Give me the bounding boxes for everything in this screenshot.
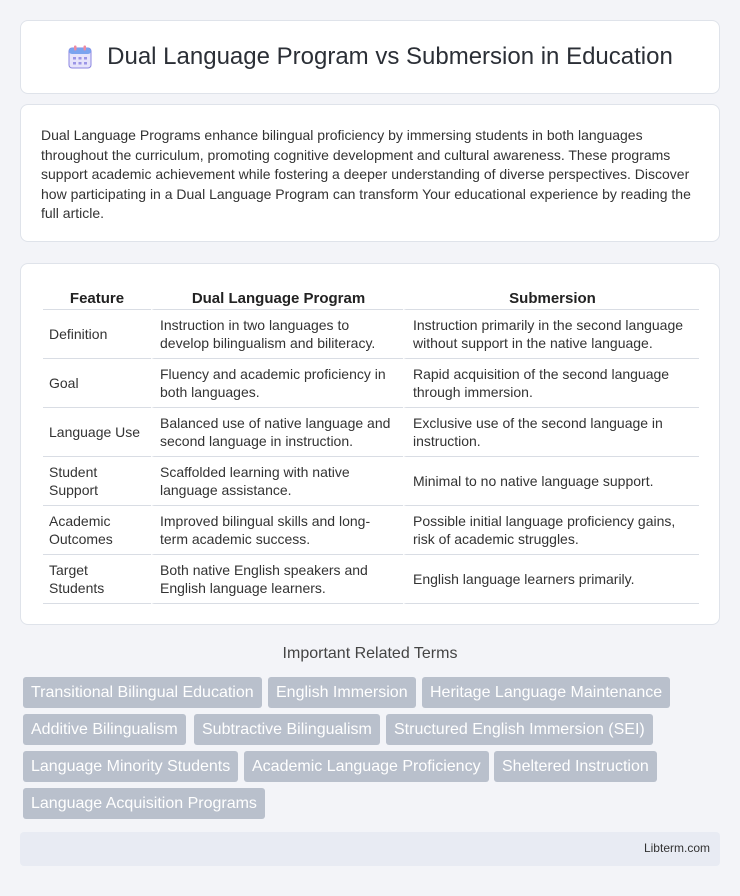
header-feature: Feature: [43, 286, 151, 310]
feature-cell: Student Support: [43, 457, 151, 506]
feature-cell: Language Use: [43, 408, 151, 457]
table-row: [43, 408, 699, 457]
related-term-tag[interactable]: English Immersion: [268, 677, 416, 708]
submersion-cell: Instruction primarily in the second language without support in the native language.: [403, 310, 699, 359]
dual-language-cell: Balanced use of native language and second language in instruction.: [151, 408, 403, 457]
submersion-cell: Minimal to no native language support.: [403, 457, 699, 506]
related-term-tag[interactable]: Structured English Immersion (SEI): [386, 714, 653, 745]
footer-site-link[interactable]: Libterm.com: [643, 841, 710, 855]
header-dual-language: Dual Language Program: [151, 286, 403, 310]
title-card: [20, 20, 720, 94]
intro-text: Dual Language Programs enhance bilingual proficiency by immersing students in both languages throughout the curriculum, promoting cognitive development and cultural awareness. These programs support academic achievement while fostering a deeper understanding of diverse perspectives. Discover how participating in a Dual Language Program can transform Your educational experience by reading the full article.: [41, 127, 691, 221]
table-row: [43, 506, 699, 555]
related-term-tag[interactable]: Language Acquisition Programs: [23, 788, 265, 819]
comparison-table-card: [20, 263, 720, 625]
submersion-cell: Rapid acquisition of the second language through immersion.: [403, 359, 699, 408]
feature-cell: Target Students: [43, 555, 151, 604]
table-row: [43, 457, 699, 506]
table-row: [43, 359, 699, 408]
dual-language-cell: Scaffolded learning with native language assistance.: [151, 457, 403, 506]
table-row: [43, 310, 699, 359]
related-term-tag[interactable]: Sheltered Instruction: [494, 751, 657, 782]
related-term-tag[interactable]: Language Minority Students: [23, 751, 238, 782]
related-term-tag[interactable]: Heritage Language Maintenance: [422, 677, 670, 708]
related-term-tag[interactable]: Subtractive Bilingualism: [194, 714, 380, 745]
feature-cell: Definition: [43, 310, 151, 359]
dual-language-cell: Improved bilingual skills and long-term academic success.: [151, 506, 403, 555]
related-term-tag[interactable]: Transitional Bilingual Education: [23, 677, 262, 708]
related-term-tag[interactable]: Academic Language Proficiency: [244, 751, 489, 782]
page-title: Dual Language Program vs Submersion in Education: [107, 43, 673, 70]
comparison-table: [43, 286, 699, 604]
table-row: [43, 555, 699, 604]
calendar-icon: [67, 44, 93, 70]
footer: [20, 832, 720, 866]
related-term-tag[interactable]: Additive Bilingualism: [23, 714, 186, 745]
submersion-cell: Possible initial language proficiency gains, risk of academic struggles.: [403, 506, 699, 555]
table-header-row: [43, 286, 699, 310]
dual-language-cell: Fluency and academic proficiency in both languages.: [151, 359, 403, 408]
intro-card: [20, 104, 720, 242]
dual-language-cell: Instruction in two languages to develop bilingualism and biliteracy.: [151, 310, 403, 359]
header-submersion: Submersion: [403, 286, 699, 310]
related-terms-title: Important Related Terms: [282, 645, 458, 662]
feature-cell: Academic Outcomes: [43, 506, 151, 555]
submersion-cell: Exclusive use of the second language in instruction.: [403, 408, 699, 457]
dual-language-cell: Both native English speakers and English language learners.: [151, 555, 403, 604]
submersion-cell: English language learners primarily.: [403, 555, 699, 604]
feature-cell: Goal: [43, 359, 151, 408]
